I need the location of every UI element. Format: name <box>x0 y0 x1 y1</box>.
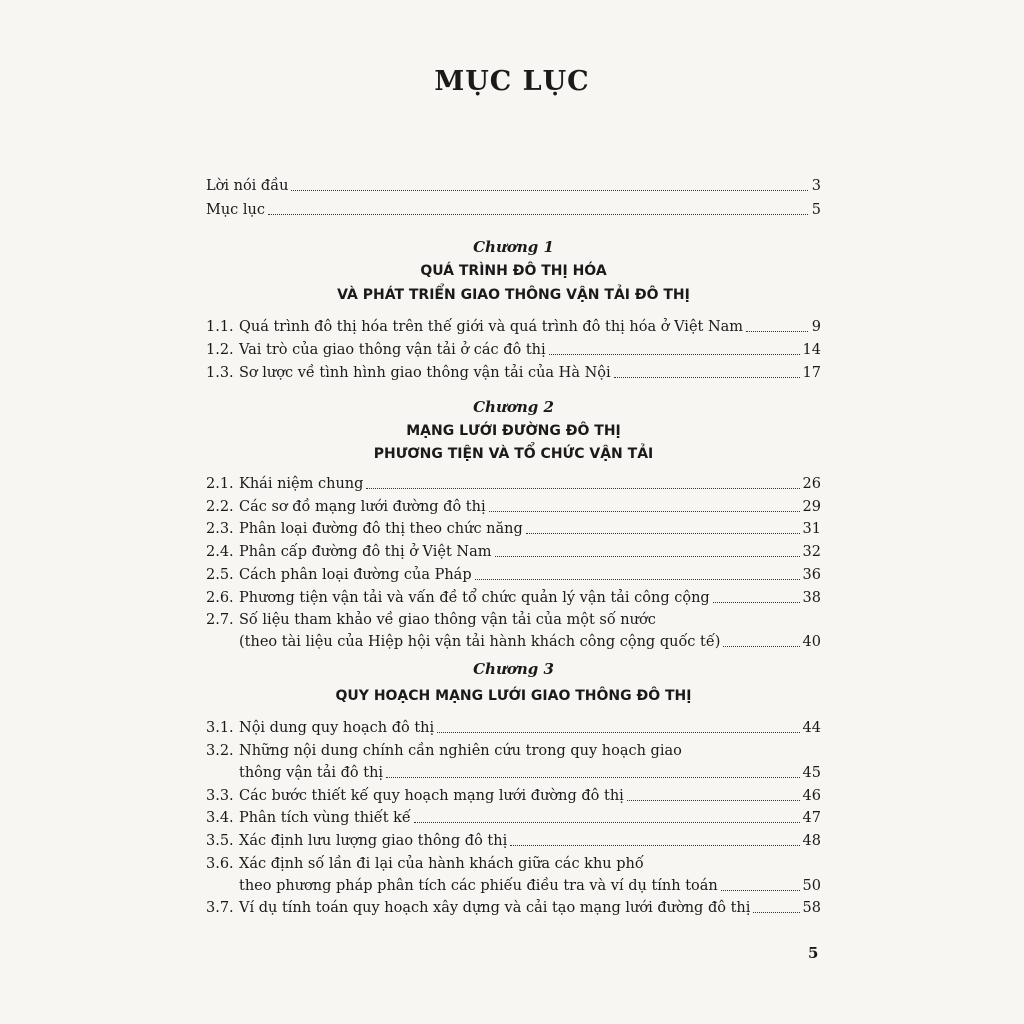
toc-entry-page: 14 <box>802 342 821 358</box>
toc-entry-number: 2.5. <box>206 567 234 583</box>
toc-entry-label: Nội dung quy hoạch đô thị <box>239 720 435 736</box>
dot-leader <box>510 845 799 846</box>
chapter-title: PHƯƠNG TIỆN VÀ TỔ CHỨC VẬN TẢI <box>373 446 654 462</box>
toc-entry-label: Ví dụ tính toán quy hoạch xây dựng và cải tạo mạng lưới đường đô thị <box>239 900 751 916</box>
toc-entry-preface[interactable] <box>206 175 821 197</box>
toc-entry-page: 40 <box>802 634 821 650</box>
toc-entry-label: Phân cấp đường đô thị ở Việt Nam <box>239 544 492 560</box>
toc-entry[interactable] <box>206 362 821 384</box>
toc-entry[interactable] <box>206 830 821 852</box>
toc-entry-label: Xác định số lần đi lại của hành khách giữa các khu phố <box>239 856 644 872</box>
page-title: MỤC LỤC <box>434 66 590 98</box>
toc-entry-continuation[interactable] <box>206 631 821 653</box>
toc-entry-label: Quá trình đô thị hóa trên thế giới và quá trình đô thị hóa ở Việt Nam <box>239 319 744 335</box>
chapter-heading: Chương 3 <box>473 660 554 678</box>
toc-entry-label: Mục lục <box>206 202 266 218</box>
toc-entry-number: 3.5. <box>206 833 234 849</box>
toc-entry[interactable] <box>206 316 821 338</box>
toc-entry[interactable] <box>206 717 821 739</box>
dot-leader <box>753 912 799 913</box>
dot-leader <box>495 556 800 557</box>
toc-entry-label: Xác định lưu lượng giao thông đô thị <box>239 833 508 849</box>
chapter-heading: Chương 1 <box>473 238 554 256</box>
toc-entry-page: 32 <box>802 544 821 560</box>
toc-entry-page: 46 <box>802 788 821 804</box>
toc-entry[interactable] <box>206 897 821 919</box>
toc-entry-number: 3.2. <box>206 743 234 759</box>
toc-entry-number: 1.1. <box>206 319 234 335</box>
dot-leader <box>366 488 799 489</box>
toc-entry-label: Số liệu tham khảo về giao thông vận tải của một số nước <box>239 612 656 628</box>
toc-entry-number: 2.3. <box>206 521 234 537</box>
toc-entry-number: 2.6. <box>206 590 234 606</box>
toc-entry-page: 47 <box>802 810 821 826</box>
toc-entry[interactable] <box>206 496 821 518</box>
toc-entry-number: 2.7. <box>206 612 234 628</box>
toc-entry-page: 3 <box>811 178 821 194</box>
toc-entry[interactable] <box>206 339 821 361</box>
toc-entry-number: 3.6. <box>206 856 234 872</box>
toc-entry-label: Khái niệm chung <box>239 476 364 492</box>
toc-entry-label: Lời nói đầu <box>206 178 289 194</box>
toc-entry-label: theo phương pháp phân tích các phiếu điều tra và ví dụ tính toán <box>239 878 718 894</box>
toc-entry[interactable] <box>206 807 821 829</box>
dot-leader <box>386 777 799 778</box>
toc-entry-number: 1.2. <box>206 342 234 358</box>
toc-entry-label: Cách phân loại đường của Pháp <box>239 567 472 583</box>
toc-entry-page: 48 <box>802 833 821 849</box>
dot-leader <box>721 890 800 891</box>
toc-entry-page: 36 <box>802 567 821 583</box>
dot-leader <box>475 579 800 580</box>
toc-entry-number: 3.4. <box>206 810 234 826</box>
toc-entry-label: Phân loại đường đô thị theo chức năng <box>239 521 523 537</box>
toc-entry-number: 3.7. <box>206 900 234 916</box>
toc-entry-number: 2.4. <box>206 544 234 560</box>
chapter-title: MẠNG LƯỚI ĐƯỜNG ĐÔ THỊ <box>406 423 621 439</box>
dot-leader <box>268 214 808 215</box>
chapter-heading: Chương 2 <box>473 398 554 416</box>
dot-leader <box>723 646 799 647</box>
toc-entry-number: 2.2. <box>206 499 234 515</box>
dot-leader <box>627 800 800 801</box>
toc-entry-label: Vai trò của giao thông vận tải ở các đô thị <box>239 342 546 358</box>
dot-leader <box>489 511 800 512</box>
page-number: 5 <box>808 944 819 962</box>
toc-entry[interactable] <box>206 785 821 807</box>
toc-entry[interactable] <box>206 853 821 875</box>
dot-leader <box>437 732 799 733</box>
toc-entry-number: 3.1. <box>206 720 234 736</box>
toc-entry[interactable] <box>206 587 821 609</box>
toc-entry-number: 1.3. <box>206 365 234 381</box>
toc-entry-page: 31 <box>802 521 821 537</box>
toc-entry-page: 9 <box>811 319 821 335</box>
toc-entry-label: Phương tiện vận tải và vấn đề tổ chức quản lý vận tải công cộng <box>239 590 710 606</box>
toc-entry-number: 3.3. <box>206 788 234 804</box>
dot-leader <box>549 354 800 355</box>
toc-entry[interactable] <box>206 564 821 586</box>
toc-entry-label: Phân tích vùng thiết kế <box>239 810 411 826</box>
toc-entry[interactable] <box>206 518 821 540</box>
toc-entry-label: Những nội dung chính cần nghiên cứu trong quy hoạch giao <box>239 743 682 759</box>
dot-leader <box>614 377 800 378</box>
toc-entry-page: 5 <box>811 202 821 218</box>
toc-entry-page: 38 <box>802 590 821 606</box>
chapter-title: QUÁ TRÌNH ĐÔ THỊ HÓA <box>420 263 607 279</box>
toc-entry[interactable] <box>206 541 821 563</box>
toc-entry-number: 2.1. <box>206 476 234 492</box>
toc-entry-page: 17 <box>802 365 821 381</box>
toc-entry-contents[interactable] <box>206 199 821 221</box>
chapter-title: QUY HOẠCH MẠNG LƯỚI GIAO THÔNG ĐÔ THỊ <box>335 688 692 704</box>
toc-entry-label: Các sơ đồ mạng lưới đường đô thị <box>239 499 486 515</box>
toc-entry-page: 29 <box>802 499 821 515</box>
dot-leader <box>526 533 800 534</box>
toc-entry-page: 58 <box>802 900 821 916</box>
toc-entry-page: 26 <box>802 476 821 492</box>
dot-leader <box>713 602 800 603</box>
toc-entry-label: Sơ lược về tình hình giao thông vận tải của Hà Nội <box>239 365 611 381</box>
toc-entry-label: Các bước thiết kế quy hoạch mạng lưới đường đô thị <box>239 788 624 804</box>
chapter-title: VÀ PHÁT TRIỂN GIAO THÔNG VẬN TẢI ĐÔ THỊ <box>337 287 690 303</box>
toc-entry-label: thông vận tải đô thị <box>239 765 384 781</box>
toc-entry[interactable] <box>206 740 821 762</box>
toc-entry-label: (theo tài liệu của Hiệp hội vận tải hành khách công cộng quốc tế) <box>239 634 721 650</box>
toc-entry-page: 44 <box>802 720 821 736</box>
toc-entry[interactable] <box>206 609 821 631</box>
toc-entry-continuation[interactable] <box>206 762 821 784</box>
dot-leader <box>291 190 808 191</box>
toc-entry-continuation[interactable] <box>206 875 821 897</box>
dot-leader <box>414 822 800 823</box>
toc-entry-page: 50 <box>802 878 821 894</box>
toc-entry-page: 45 <box>802 765 821 781</box>
dot-leader <box>746 331 808 332</box>
toc-entry[interactable] <box>206 473 821 495</box>
